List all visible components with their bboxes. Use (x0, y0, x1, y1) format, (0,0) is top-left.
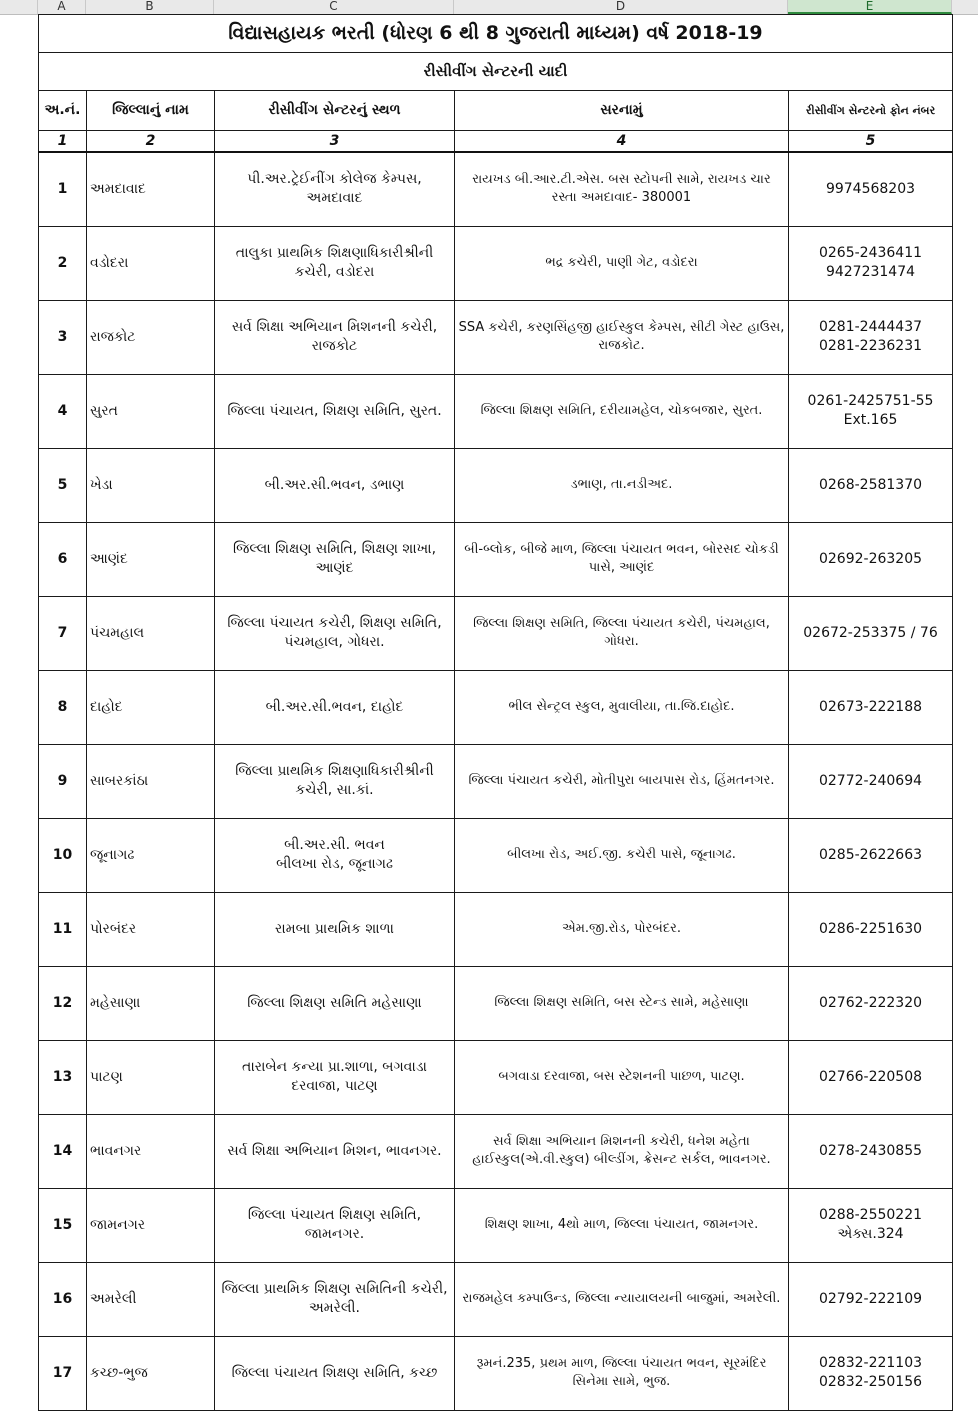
row-header-corner[interactable] (0, 0, 38, 14)
center-place-cell[interactable]: તાલુકા પ્રાથમિક શિક્ષણાધિકારીશ્રીની કચેરી, વડોદરા (215, 226, 455, 300)
phone-cell[interactable]: 02772-240694 (789, 744, 953, 818)
district-cell[interactable]: વડોદરા (87, 226, 215, 300)
header-district[interactable]: જિલ્લાનું નામ (87, 91, 215, 131)
column-letter-header (0, 0, 978, 15)
header-row (39, 91, 953, 131)
address-cell[interactable]: જિલ્લા શિક્ષણ સમિતિ, બસ સ્ટેન્ડ સામે, મહેસાણા (455, 966, 789, 1040)
column-number[interactable]: 4 (455, 131, 789, 153)
column-number[interactable]: 1 (39, 131, 87, 153)
serial-cell[interactable]: 16 (39, 1262, 87, 1336)
phone-cell[interactable]: 02792-222109 (789, 1262, 953, 1336)
table-row (39, 226, 953, 300)
table-row (39, 448, 953, 522)
center-place-cell[interactable]: રામબા પ્રાથમિક શાળા (215, 892, 455, 966)
serial-cell[interactable]: 6 (39, 522, 87, 596)
table-row (39, 522, 953, 596)
table-row (39, 300, 953, 374)
address-cell[interactable]: જિલ્લા પંચાયત કચેરી, મોતીપુરા બાયપાસ રોડ, હિંમતનગર. (455, 744, 789, 818)
serial-cell[interactable]: 4 (39, 374, 87, 448)
serial-cell[interactable]: 8 (39, 670, 87, 744)
header-serial[interactable]: અ.નં. (39, 91, 87, 131)
column-letter-d[interactable]: D (454, 0, 788, 14)
address-cell[interactable]: જિલ્લા શિક્ષણ સમિતિ, દરીયામહેલ, ચોકબજાર, સુરત. (455, 374, 789, 448)
table-row (39, 1188, 953, 1262)
table-row (39, 374, 953, 448)
district-cell[interactable]: આણંદ (87, 522, 215, 596)
center-place-cell[interactable]: તારાબેન કન્યા પ્રા.શાળા, બગવાડા દરવાજા, પાટણ (215, 1040, 455, 1114)
phone-cell[interactable]: 9974568203 (789, 152, 953, 226)
column-number[interactable]: 5 (789, 131, 953, 153)
district-cell[interactable]: પાટણ (87, 1040, 215, 1114)
center-place-cell[interactable]: પી.અર.ટ્રેઈનીંગ કોલેજ કેમ્પસ, અમદાવાદ (215, 152, 455, 226)
receiving-centers-table (38, 14, 953, 1411)
table-row (39, 670, 953, 744)
column-number[interactable]: 3 (215, 131, 455, 153)
table-row (39, 152, 953, 226)
table-row (39, 1336, 953, 1410)
column-letter-c[interactable]: C (214, 0, 454, 14)
center-place-cell[interactable]: સર્વ શિક્ષા અભિયાન મિશન, ભાવનગર. (215, 1114, 455, 1188)
center-place-cell[interactable]: જિલ્લા પંચાયત શિક્ષણ સમિતિ, કચ્છ (215, 1336, 455, 1410)
district-cell[interactable]: જૂનાગઢ (87, 818, 215, 892)
district-cell[interactable]: ભાવનગર (87, 1114, 215, 1188)
serial-cell[interactable]: 3 (39, 300, 87, 374)
serial-cell[interactable]: 2 (39, 226, 87, 300)
address-cell[interactable]: સર્વ શિક્ષા અભિયાન મિશનની કચેરી, ધનેશ મહેતા હાઈસ્કુલ(એ.વી.સ્કુલ) બીલ્ડીંગ, ક્રેસન્ટ સર્કલ, ભાવનગર. (455, 1114, 789, 1188)
district-cell[interactable]: રાજકોટ (87, 300, 215, 374)
header-center-place[interactable]: રીસીવીંગ સેન્ટરનું સ્થળ (215, 91, 455, 131)
phone-cell[interactable]: 0261-2425751-55 Ext.165 (789, 374, 953, 448)
center-place-cell[interactable]: જિલ્લા શિક્ષણ સમિતિ, શિક્ષણ શાખા, આણંદ (215, 522, 455, 596)
phone-cell[interactable]: 0268-2581370 (789, 448, 953, 522)
center-place-cell[interactable]: જિલ્લા પંચાયત શિક્ષણ સમિતિ, જામનગર. (215, 1188, 455, 1262)
table-row (39, 744, 953, 818)
center-place-cell[interactable]: જિલ્લા પ્રાથમિક શિક્ષણ સમિતિની કચેરી, અમરેલી. (215, 1262, 455, 1336)
district-cell[interactable]: અમદાવાદ (87, 152, 215, 226)
district-cell[interactable]: ખેડા (87, 448, 215, 522)
phone-cell[interactable]: 0288-2550221 એક્સ.324 (789, 1188, 953, 1262)
phone-cell[interactable]: 02692-263205 (789, 522, 953, 596)
address-cell[interactable]: ડભાણ, તા.નડીઅદ. (455, 448, 789, 522)
serial-cell[interactable]: 10 (39, 818, 87, 892)
serial-cell[interactable]: 5 (39, 448, 87, 522)
address-cell[interactable]: ભદ્ર કચેરી, પાણી ગેટ, વડોદરા (455, 226, 789, 300)
center-place-cell[interactable]: જિલ્લા પ્રાથમિક શિક્ષણાધિકારીશ્રીની કચેરી, સા.કાં. (215, 744, 455, 818)
phone-cell[interactable]: 0281-2444437 0281-2236231 (789, 300, 953, 374)
table-row (39, 1262, 953, 1336)
phone-cell[interactable]: 0285-2622663 (789, 818, 953, 892)
header-phone[interactable]: રીસીવીંગ સેન્ટરનો ફોન નંબર (789, 91, 953, 131)
table-row (39, 966, 953, 1040)
address-cell[interactable]: SSA કચેરી, કરણસિંહજી હાઈસ્કુલ કેમ્પસ, સીટી ગેસ્ટ હાઉસ, રાજકોટ. (455, 300, 789, 374)
header-address[interactable]: સરનામું (455, 91, 789, 131)
table-row (39, 892, 953, 966)
serial-cell[interactable]: 7 (39, 596, 87, 670)
table-row (39, 596, 953, 670)
column-letter-b[interactable]: B (86, 0, 214, 14)
address-cell[interactable]: બીલખા રોડ, અઈ.જી. કચેરી પાસે, જૂનાગઢ. (455, 818, 789, 892)
column-letter-a[interactable]: A (38, 0, 86, 14)
serial-cell[interactable]: 13 (39, 1040, 87, 1114)
phone-cell[interactable]: 02766-220508 (789, 1040, 953, 1114)
center-place-cell[interactable]: સર્વ શિક્ષા અભિયાન મિશનની કચેરી, રાજકોટ (215, 300, 455, 374)
center-place-cell[interactable]: જિલ્લા પંચાયત કચેરી, શિક્ષણ સમિતિ, પંચમહાલ, ગોધરા. (215, 596, 455, 670)
sheet-title[interactable]: વિદ્યાસહાયક ભરતી (ધોરણ 6 થી 8 ગુજરાતી માધ્યમ) વર્ષ 2018-19 (39, 15, 953, 53)
district-cell[interactable]: મહેસાણા (87, 966, 215, 1040)
center-place-cell[interactable]: જિલ્લા શિક્ષણ સમિતિ મહેસાણા (215, 966, 455, 1040)
district-cell[interactable]: સાબરકાંઠા (87, 744, 215, 818)
district-cell[interactable]: દાહોદ (87, 670, 215, 744)
table-row (39, 1114, 953, 1188)
address-cell[interactable]: જિલ્લા શિક્ષણ સમિતિ, જિલ્લા પંચાયત કચેરી, પંચમહાલ, ગોધરા. (455, 596, 789, 670)
column-number[interactable]: 2 (87, 131, 215, 153)
district-cell[interactable]: પોરબંદર (87, 892, 215, 966)
table-row (39, 1040, 953, 1114)
serial-cell[interactable]: 11 (39, 892, 87, 966)
phone-cell[interactable]: 02673-222188 (789, 670, 953, 744)
column-letter-e[interactable]: E (788, 0, 952, 14)
phone-cell[interactable]: 02832-221103 02832-250156 (789, 1336, 953, 1410)
address-cell[interactable]: એમ.જી.રોડ, પોરબંદર. (455, 892, 789, 966)
serial-cell[interactable]: 15 (39, 1188, 87, 1262)
center-place-cell[interactable]: જિલ્લા પંચાયત, શિક્ષણ સમિતિ, સુરત. (215, 374, 455, 448)
address-cell[interactable]: રૂમનં.235, પ્રથમ માળ, જિલ્લા પંચાયત ભવન, સૂરમંદિર સિનેમા સામે, ભુજ. (455, 1336, 789, 1410)
address-cell[interactable]: રાજમહેલ કમ્પાઉન્ડ, જિલ્લા ન્યાયાલયની બાજુમાં, અમરેલી. (455, 1262, 789, 1336)
table-row (39, 818, 953, 892)
district-cell[interactable]: સુરત (87, 374, 215, 448)
district-cell[interactable]: જામનગર (87, 1188, 215, 1262)
phone-cell[interactable]: 0278-2430855 (789, 1114, 953, 1188)
serial-cell[interactable]: 17 (39, 1336, 87, 1410)
address-cell[interactable]: બગવાડા દરવાજા, બસ સ્ટેશનની પાછળ, પાટણ. (455, 1040, 789, 1114)
district-cell[interactable]: પંચમહાલ (87, 596, 215, 670)
serial-cell[interactable]: 14 (39, 1114, 87, 1188)
phone-cell[interactable]: 02762-222320 (789, 966, 953, 1040)
address-cell[interactable]: ભીલ સેન્ટ્રલ સ્કુલ, મુવાલીયા, તા.જિ.દાહોદ. (455, 670, 789, 744)
address-cell[interactable]: શિક્ષણ શાખા, 4થો માળ, જિલ્લા પંચાયત, જામનગર. (455, 1188, 789, 1262)
serial-cell[interactable]: 12 (39, 966, 87, 1040)
center-place-cell[interactable]: બી.અર.સી.ભવન, દાહોદ (215, 670, 455, 744)
address-cell[interactable]: બી-બ્લોક, બીજે માળ, જિલ્લા પંચાયત ભવન, બોરસદ ચોકડી પાસે, આણંદ (455, 522, 789, 596)
address-cell[interactable]: રાયખડ બી.આર.ટી.એસ. બસ સ્ટોપની સામે, રાયખડ ચાર રસ્તા અમદાવાદ- 380001 (455, 152, 789, 226)
phone-cell[interactable]: 02672-253375 / 76 (789, 596, 953, 670)
district-cell[interactable]: કચ્છ-ભુજ (87, 1336, 215, 1410)
phone-cell[interactable]: 0265-2436411 9427231474 (789, 226, 953, 300)
sheet-subtitle[interactable]: રીસીવીંગ સેન્ટરની યાદી (39, 53, 953, 91)
center-place-cell[interactable]: બી.અર.સી.ભવન, ડભાણ (215, 448, 455, 522)
serial-cell[interactable]: 1 (39, 152, 87, 226)
column-number-row (39, 131, 953, 153)
phone-cell[interactable]: 0286-2251630 (789, 892, 953, 966)
serial-cell[interactable]: 9 (39, 744, 87, 818)
center-place-cell[interactable]: બી.અર.સી. ભવન બીલખા રોડ, જૂનાગઢ (215, 818, 455, 892)
district-cell[interactable]: અમરેલી (87, 1262, 215, 1336)
